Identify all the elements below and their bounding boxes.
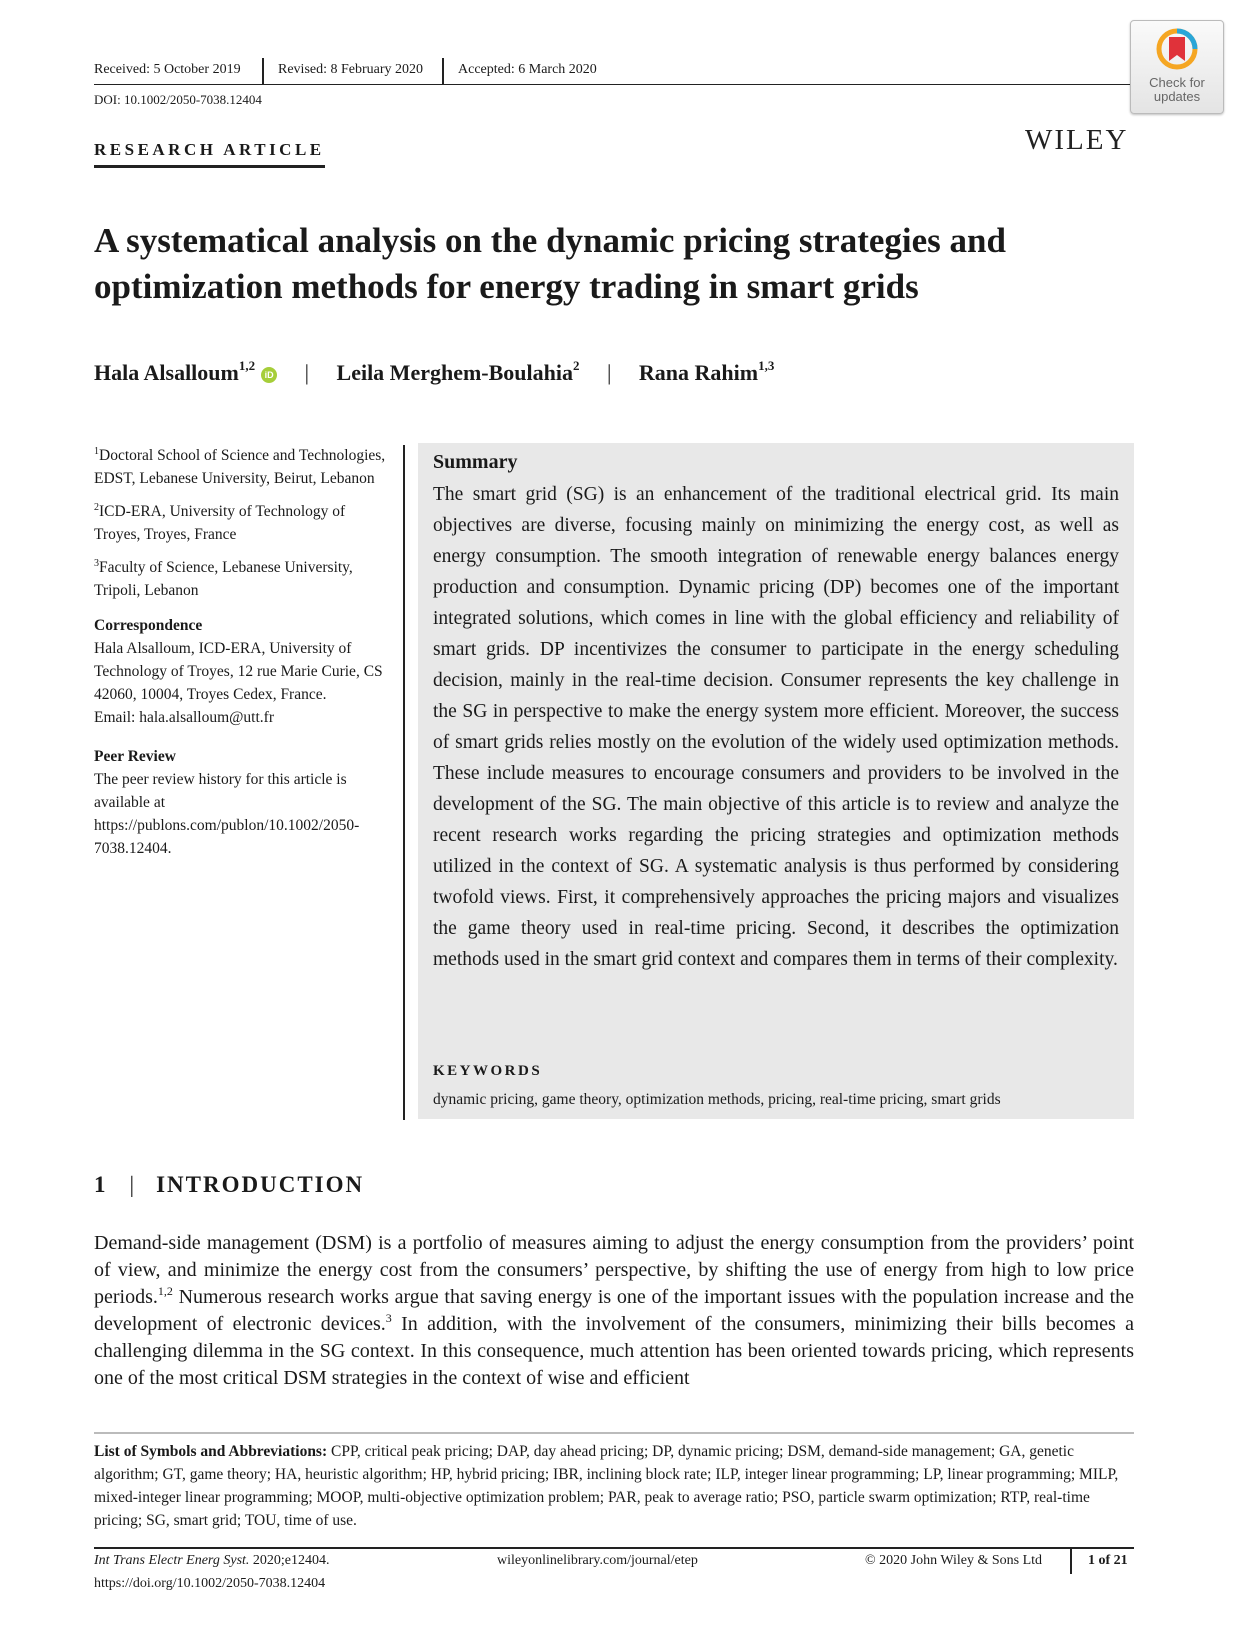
affiliation-number: 1 (94, 446, 99, 457)
keywords-list: dynamic pricing, game theory, optimization methods, pricing, real-time pricing, smart grids (433, 1091, 1001, 1108)
keywords-heading: KEYWORDS (433, 1063, 543, 1079)
affiliation-text: Faculty of Science, Lebanese University, Tripoli, Lebanon (94, 559, 353, 599)
citation-ref[interactable]: 3 (385, 1311, 392, 1325)
affiliation-ref: 1,3 (758, 358, 775, 373)
footer-site-link[interactable]: wileyonlinelibrary.com/journal/etep (497, 1553, 698, 1568)
affiliation-number: 3 (94, 558, 99, 569)
accepted-date: Accepted: 6 March 2020 (458, 62, 597, 77)
footer-citation (94, 1553, 330, 1569)
footer-divider (94, 1547, 1134, 1549)
author-name[interactable]: Leila Merghem-Boulahia (336, 360, 573, 385)
revised-date: Revised: 8 February 2020 (278, 62, 424, 77)
intro-text: In addition, with the involvement of the consumers, minimizing their bills becomes a challenging dilemma in the SG context. In this consequence, much attention has been oriented towards pricing, which represents one of the most critical DSM strategies in the context of wise and efficient (94, 1313, 1134, 1389)
divider (94, 1432, 1134, 1434)
intro-text: Demand-side management (DSM) is a portfolio of measures aiming to adjust the energy consumption from the providers’ point of view, and minimize the energy cost from the consumers’ perspective, by shifting the use of energy from high to low price periods. (94, 1232, 1134, 1308)
badge-line-1: Check for (1149, 75, 1205, 90)
abstract-text: The smart grid (SG) is an enhancement of the traditional electrical grid. Its main objectives are diverse, focusing mainly on minimizing the energy cost, as well as energy consumption. The smooth integration of renewable energy balances energy production and consumption. Dynamic pricing (DP) becomes one of the important integrated solutions, which comes in line with the global efficiency and reliability of smart grids. DP incentivizes the consumer to participate in the energy scheduling decision, mainly in the real-time decision. Consumer represents the key challenge in the SG in perspective to make the energy system more efficient. Moreover, the success of smart grids relies mostly on the evolution of the widely used optimization methods. These include measures to encourage consumers and providers to be involved in the development of the SG. The main objective of this article is to review and analyze the recent research works regarding the pricing strategies and optimization methods utilized in the context of SG. A systematic analysis is thus performed by considering twofold views. First, it comprehensively approaches the pricing majors and visualizes the game theory used in real-time pricing. Second, it describes the optimization methods used in the smart grid context and compares them in terms of their complexity. (433, 484, 1119, 970)
affiliation-ref: 2 (573, 358, 580, 373)
affiliation-text: ICD-ERA, University of Technology of Troyes, Troyes, France (94, 503, 346, 543)
abbreviations-text: CPP, critical peak pricing; DAP, day ahead pricing; DP, dynamic pricing; DSM, demand-side management; GA, genetic algorithm; GT, game theory; HA, heuristic algorithm; HP, hybrid pricing; IBR, inclining block rate; ILP, integer linear programming; LP, linear programming; MILP, mixed-integer linear programming; MOOP, multi-objective optimization problem; PAR, peak to average ratio; PSO, particle swarm optimization; RTP, real-time pricing; SG, smart grid; TOU, time of use. (94, 1443, 1119, 1529)
author-separator: | (304, 360, 310, 385)
abbreviations-list (94, 1440, 1134, 1532)
copyright: © 2020 John Wiley & Sons Ltd (865, 1553, 1043, 1568)
publisher-logo: WILEY (1025, 124, 1129, 156)
history-dates (94, 58, 1134, 85)
summary-box (418, 443, 1134, 1119)
section-number: 1 (94, 1172, 108, 1197)
page-number: 1 of 21 (1088, 1553, 1128, 1568)
section-title: INTRODUCTION (156, 1172, 365, 1197)
paper-title: A systematical analysis on the dynamic pricing strategies and optimization methods for energy trading in smart grids (94, 221, 1006, 306)
footer-doi-link[interactable]: https://doi.org/10.1002/2050-7038.12404 (94, 1576, 326, 1591)
section-separator: | (129, 1172, 135, 1197)
article-id: 2020;e12404. (249, 1553, 330, 1568)
peer-review-text[interactable]: The peer review history for this article is available at https://publons.com/publon/10.1002/2050-7038.12404. (94, 771, 360, 857)
author-name[interactable]: Hala Alsalloum (94, 360, 239, 385)
affiliation (94, 496, 394, 546)
abbreviations-label: List of Symbols and Abbreviations: (94, 1443, 328, 1460)
intro-text: Numerous research works argue that saving energy is one of the important issues with the population increase and the development of electronic devices. (94, 1286, 1134, 1335)
footer-separator (1070, 1548, 1072, 1574)
author-separator: | (607, 360, 612, 385)
divider (262, 58, 264, 84)
author-name[interactable]: Rana Rahim (638, 360, 759, 385)
summary-heading: Summary (433, 451, 518, 473)
correspondence-email[interactable]: Email: hala.alsalloum@utt.fr (94, 709, 274, 726)
doi: DOI: 10.1002/2050-7038.12404 (94, 92, 262, 107)
correspondence-text: Hala Alsalloum, ICD-ERA, University of Technology of Troyes, 12 rue Marie Curie, CS 42060, 10004, Troyes Cedex, France. (94, 640, 383, 703)
check-for-updates-button[interactable] (1130, 20, 1224, 114)
orcid-icon[interactable]: iD (261, 367, 277, 383)
correspondence-heading: Correspondence (94, 617, 203, 634)
affiliation-number: 2 (94, 502, 99, 513)
column-divider (403, 445, 405, 1120)
check-for-updates-icon (1155, 27, 1199, 71)
divider (442, 58, 444, 84)
affiliation-ref: 1,2 (238, 358, 256, 373)
peer-review-heading: Peer Review (94, 748, 176, 765)
side-column (94, 440, 394, 866)
affiliation-text: Doctoral School of Science and Technologies, EDST, Lebanese University, Beirut, Lebanon (94, 447, 386, 487)
citation-ref[interactable]: 1,2 (157, 1284, 173, 1298)
article-type: RESEARCH ARTICLE (94, 140, 325, 168)
affiliation (94, 440, 394, 490)
badge-line-2: updates (1153, 89, 1201, 104)
affiliation (94, 552, 394, 602)
section-heading (94, 1172, 364, 1198)
journal-name: Int Trans Electr Energ Syst. (94, 1553, 250, 1568)
received-date: Received: 5 October 2019 (94, 62, 241, 77)
author-list (94, 358, 774, 386)
introduction-paragraph (94, 1230, 1134, 1392)
